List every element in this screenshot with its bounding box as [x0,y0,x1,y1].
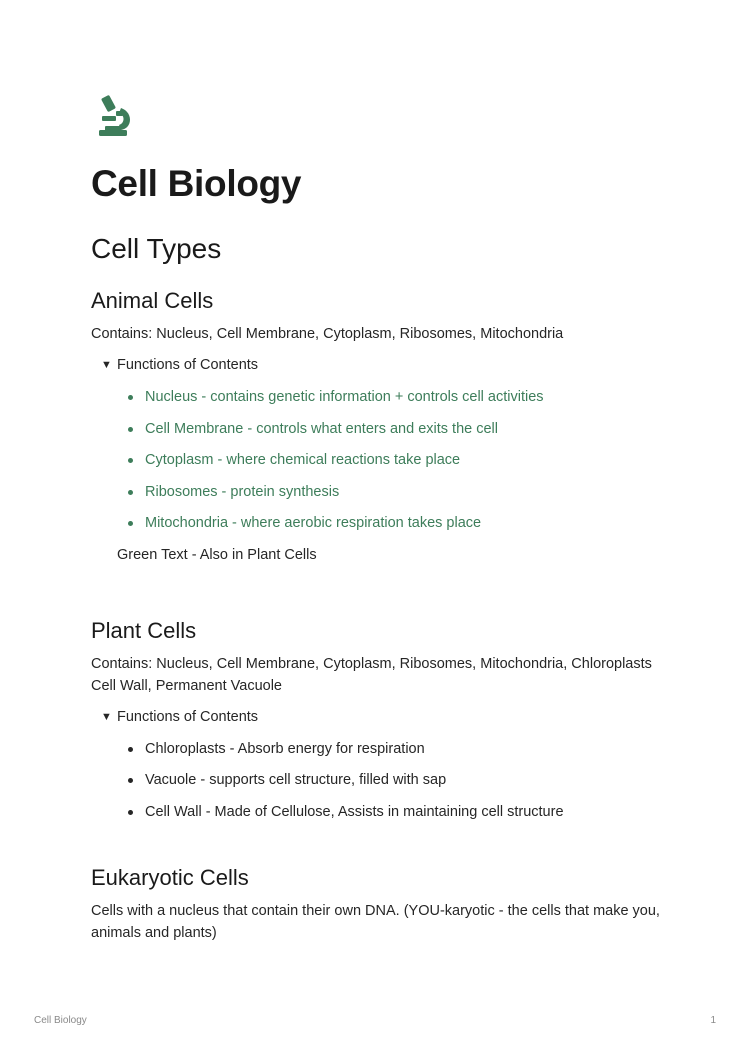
plant-functions-toggle [101,706,671,823]
list-item [117,769,671,791]
bullet-icon [128,810,133,815]
heading-plant-cells: Plant Cells [91,617,197,643]
list-item-text: Cell Membrane - controls what enters and exits the cell [145,420,498,437]
list-item-text: Cytoplasm - where chemical reactions take place [145,452,461,468]
page-title: Cell Biology [91,163,302,204]
heading-eukaryotic-cells: Eukaryotic Cells [91,864,249,890]
heading-cell-types: Cell Types [91,233,222,264]
animal-toggle-label: Functions of Contents [117,357,259,373]
animal-toggle-body [117,386,671,566]
list-item [117,738,671,760]
bullet-icon [128,395,133,400]
microscope-icon [91,92,135,140]
document-content [91,92,671,944]
plant-toggle-body [117,738,671,823]
eukaryotic-text: Cells with a nucleus that contain their own DNA. (YOU-karyotic - the cells that make you, animals and plants) [91,902,660,941]
list-item-text: Vacuole - supports cell structure, filled with sap [145,772,447,788]
list-item [117,512,671,534]
list-item [117,449,671,471]
animal-note: Green Text - Also in Plant Cells [117,546,317,563]
animal-functions-list [117,386,671,534]
list-item [117,801,671,823]
list-item-text: Ribosomes - protein synthesis [145,483,340,500]
footer-page-number: 1 [710,1015,716,1026]
list-item [117,418,671,440]
animal-functions-toggle [101,354,671,566]
bullet-icon [128,747,133,752]
bullet-icon [128,458,133,463]
triangle-down-icon[interactable]: ▼ [101,359,112,371]
triangle-down-icon[interactable]: ▼ [101,710,112,723]
list-item-text: Nucleus - contains genetic information + controls cell activities [145,389,544,405]
list-item-text: Mitochondria - where aerobic respiration takes place [145,515,482,531]
bullet-icon [128,778,133,783]
plant-contains-text: Contains: Nucleus, Cell Membrane, Cytoplasm, Ribosomes, Mitochondria, Chloroplasts Cell Wall, Permanent Vacuole [91,655,652,694]
list-item [117,386,671,408]
animal-contains-text: Contains: Nucleus, Cell Membrane, Cytoplasm, Ribosomes, Mitochondria [91,326,564,342]
bullet-icon [128,490,133,495]
list-item-text: Chloroplasts - Absorb energy for respiration [145,740,425,757]
list-item [117,481,671,503]
bullet-icon [128,427,133,432]
animal-toggle-header[interactable] [101,354,671,376]
bullet-icon [128,521,133,526]
plant-functions-list [117,738,671,823]
list-item-text: Cell Wall - Made of Cellulose, Assists in maintaining cell structure [145,803,564,820]
heading-animal-cells: Animal Cells [91,288,214,313]
footer-document-title: Cell Biology [34,1015,87,1026]
plant-toggle-label: Functions of Contents [117,708,259,725]
plant-toggle-header[interactable] [101,706,671,728]
